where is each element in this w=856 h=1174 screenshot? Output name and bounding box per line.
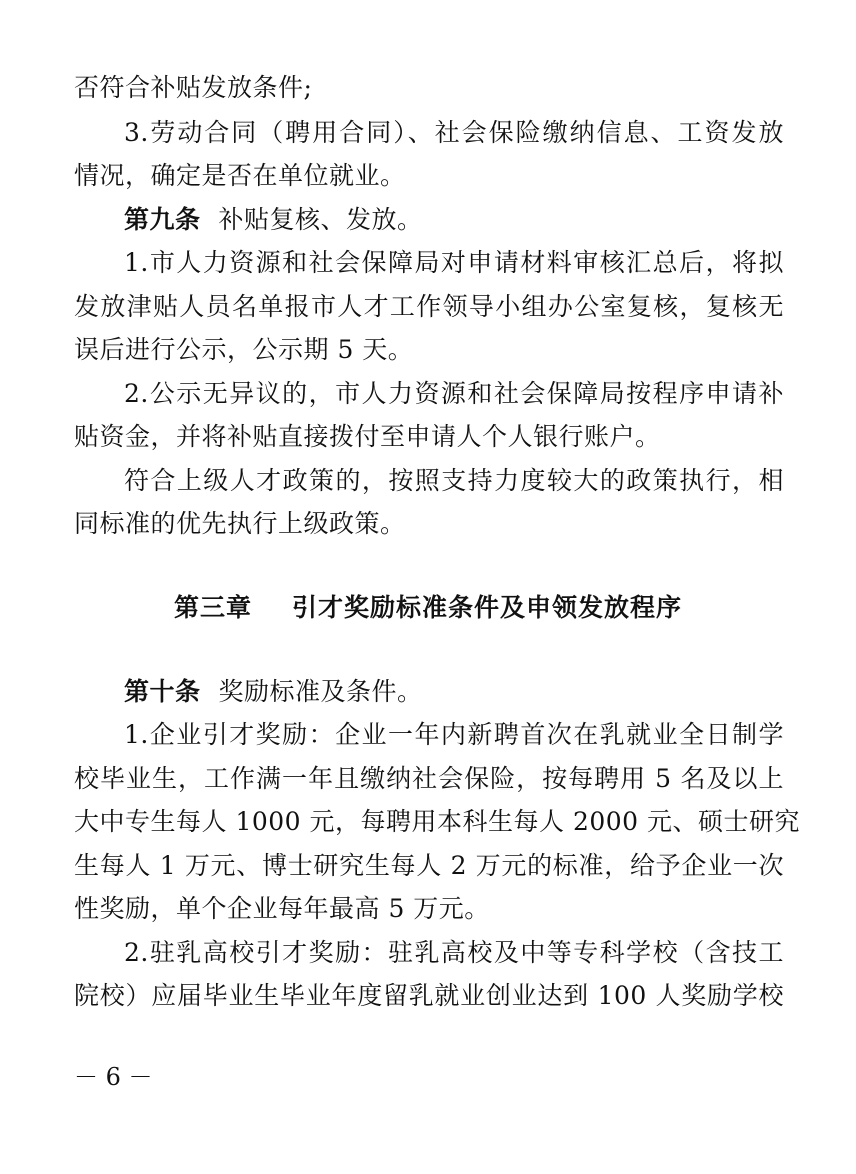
- text-line: 发放津贴人员名单报市人才工作领导小组办公室复核，复核无: [74, 292, 784, 321]
- article-9-text: 补贴复核、发放。: [218, 205, 423, 234]
- text-line: 3.劳动合同（聘用合同）、社会保险缴纳信息、工资发放: [124, 118, 784, 147]
- article-9-title: 第九条: [124, 205, 201, 234]
- text-line: 大中专生每人 1000 元，每聘用本科生每人 2000 元、硕士研究: [74, 807, 801, 836]
- text-line: 2.驻乳高校引才奖励：驻乳高校及中等专科学校（含技工: [124, 938, 784, 967]
- chapter-title: 引才奖励标准条件及申领发放程序: [292, 593, 683, 622]
- text-line: 否符合补贴发放条件;: [74, 73, 313, 102]
- text-line: 校毕业生，工作满一年且缴纳社会保险，按每聘用 5 名及以上: [74, 764, 784, 793]
- text-line: 贴资金，并将补贴直接拨付至申请人个人银行账户。: [74, 422, 661, 451]
- text-line: 同标准的优先执行上级政策。: [74, 509, 406, 538]
- page-number: － 6 －: [74, 1063, 153, 1091]
- text-line: 性奖励，单个企业每年最高 5 万元。: [74, 894, 490, 923]
- article-10-heading: [0, 676, 784, 708]
- text-line: 误后进行公示，公示期 5 天。: [74, 335, 414, 364]
- article-10-title: 第十条: [124, 677, 201, 706]
- text-line: 生每人 1 万元、博士研究生每人 2 万元的标准，给予企业一次: [74, 851, 784, 880]
- article-10-text: 奖励标准及条件。: [218, 677, 423, 706]
- chapter-heading: [0, 592, 856, 624]
- text-line: 1.企业引才奖励：企业一年内新聘首次在乳就业全日制学: [124, 720, 784, 749]
- text-line: 1.市人力资源和社会保障局对申请材料审核汇总后，将拟: [124, 248, 784, 277]
- text-line: 2.公示无异议的，市人力资源和社会保障局按程序申请补: [124, 379, 784, 408]
- text-line: 情况，确定是否在单位就业。: [74, 161, 406, 190]
- text-line: 符合上级人才政策的，按照支持力度较大的政策执行，相: [124, 466, 784, 495]
- text-line: 院校）应届毕业生毕业年度留乳就业创业达到 100 人奖励学校: [74, 981, 784, 1010]
- chapter-number: 第三章: [173, 593, 252, 622]
- article-9-heading: [0, 204, 784, 236]
